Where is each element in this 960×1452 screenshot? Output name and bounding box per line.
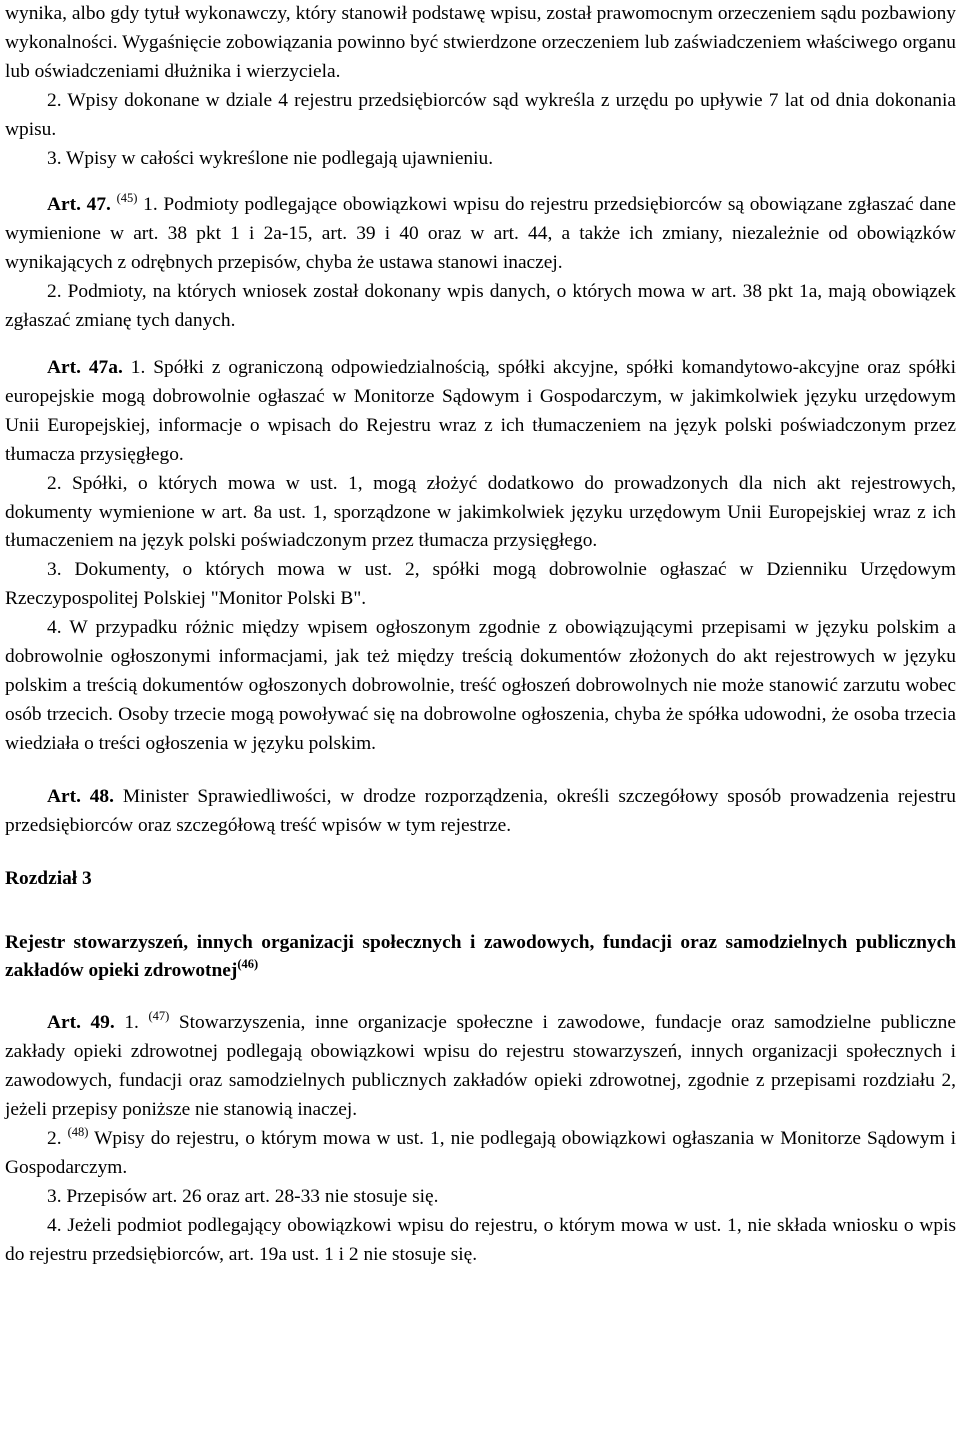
article-label: Art. 48. <box>47 785 114 807</box>
paragraph: 2. Podmioty, na których wniosek został dokonany wpis danych, o których mowa w art. 38 pkt 1a, mają obowiązek zgłaszać zmianę tych danych. <box>5 281 956 332</box>
article-label: Art. 47. <box>47 194 111 216</box>
article-48 <box>5 783 956 841</box>
article-label: Art. 47a. <box>47 356 123 378</box>
paragraph-text: Minister Sprawiedliwości, w drodze rozporządzenia, określi szczegółowy sposób prowadzenia rejestru przedsiębiorców oraz szczegółową treść wpisów w tym rejestrze. <box>5 785 956 836</box>
paragraph <box>5 783 956 841</box>
article-49 <box>5 1009 956 1269</box>
article-label: Art. 49. <box>47 1012 115 1034</box>
paragraph-text: 1. Podmioty podlegające obowiązkowi wpisu do rejestru przedsiębiorców są obowiązane zgłaszać dane wymienione w art. 38 pkt 1 i 2a-15, art. 39 i 40 oraz w art. 44, a także ich zmiany, niezależnie od obowiązków wynikających z odrębnych przepisów, chyba że ustawa stanowi inaczej. <box>5 194 956 274</box>
paragraph-text: Wpisy do rejestru, o którym mowa w ust. 1, nie podlegają obowiązkowi ogłaszania w Monitorze Sądowym i Gospodarczym. <box>5 1128 956 1178</box>
paragraph: 3. Dokumenty, o których mowa w ust. 2, spółki mogą dobrowolnie ogłaszać w Dzienniku Urzędowym Rzeczypospolitej Polskiej "Monitor Polski B". <box>5 559 956 610</box>
paragraph: 4. Jeżeli podmiot podlegający obowiązkowi wpisu do rejestru, o którym mowa w ust. 1, nie składa wniosku o wpis do rejestru przedsiębiorców, art. 19a ust. 1 i 2 nie stosuje się. <box>5 1214 956 1265</box>
article-47 <box>5 191 956 336</box>
paragraph <box>5 1125 956 1183</box>
paragraph-text: Stowarzyszenia, inne organizacje społeczne i zawodowe, fundacje oraz samodzielne publiczne zakłady opieki zdrowotnej podlegają obowiązkowi wpisu do rejestru stowarzyszeń, innych organizacji społecznych i zawodowych, fundacji oraz samodzielnych publicznych zakładów opieki zdrowotnej, zgodnie z przepisami rozdziału 2, jeżeli przepisy poniższe nie stanowią inaczej. <box>5 1012 956 1121</box>
paragraph-text: 1. Spółki z ograniczoną odpowiedzialnością, spółki akcyjne, spółki komandytowo-akcyjne oraz spółki europejskie mogą dobrowolnie ogłaszać w Monitorze Sądowym i Gospodarczym, w jakimkolwiek języku urzędowym Unii Europejskiej, informacje o wpisach do Rejestru wraz z ich tłumaczeniem na język polski poświadczonym przez tłumacza przysięgłego. <box>5 356 956 465</box>
section-continuation <box>5 0 956 173</box>
chapter-title-text: Rejestr stowarzyszeń, innych organizacji społecznych i zawodowych, fundacji oraz samodzielnych publicznych zakładów opieki zdrowotnej <box>5 932 956 982</box>
paragraph: 4. W przypadku różnic między wpisem ogłoszonym zgodnie z obowiązującymi przepisami w języku polskim a dobrowolnie ogłoszonymi informacjami, jak też między treścią dokumentów złożonych do akt rejestrowych w języku polskim a treścią dokumentów ogłoszonych dobrowolnie, treść ogłoszeń dobrowolnych nie może stanowić zarzutu wobec osób trzecich. Osoby trzecie mogą powoływać się na dobrowolne ogłoszenia, chyba że spółka udowodni, że osoba trzecia wiedziała o treści ogłoszenia w języku polskim. <box>5 617 956 754</box>
paragraph <box>5 354 956 470</box>
paragraph: 2. Wpisy dokonane w dziale 4 rejestru przedsiębiorców sąd wykreśla z urzędu po upływie 7 lat od dnia dokonania wpisu. <box>5 89 956 140</box>
paragraph: 2. Spółki, o których mowa w ust. 1, mogą złożyć dodatkowo do prowadzonych dla nich akt rejestrowych, dokumenty wymienione w art. 8a ust. 1, sporządzone w jakimkolwiek języku urzędowym Unii Europejskiej wraz z ich tłumaczeniem na język polski poświadczonym przez tłumacza przysięgłego. <box>5 472 956 552</box>
footnote-ref: (47) <box>148 1009 170 1024</box>
footnote-ref: (46) <box>237 957 259 972</box>
article-47a <box>5 354 956 759</box>
paragraph-number: 1. <box>124 1012 139 1034</box>
paragraph: wynika, albo gdy tytuł wykonawczy, który stanowił podstawę wpisu, został prawomocnym orzeczeniem sądu pozbawiony wykonalności. Wygaśnięcie zobowiązania powinno być stwierdzone orzeczeniem lub zaświadczeniem właściwego organu lub oświadczeniami dłużnika i wierzyciela. <box>5 3 956 82</box>
chapter-heading: Rozdział 3 <box>5 868 92 890</box>
chapter-title <box>5 929 956 985</box>
paragraph <box>5 1009 956 1125</box>
paragraph: 3. Wpisy w całości wykreślone nie podlegają ujawnieniu. <box>47 147 494 169</box>
footnote-ref: (48) <box>67 1125 89 1140</box>
paragraph: 3. Przepisów art. 26 oraz art. 28-33 nie stosuje się. <box>47 1185 439 1207</box>
paragraph-number: 2. <box>47 1128 62 1150</box>
paragraph <box>5 191 956 278</box>
footnote-ref: (45) <box>116 191 138 206</box>
